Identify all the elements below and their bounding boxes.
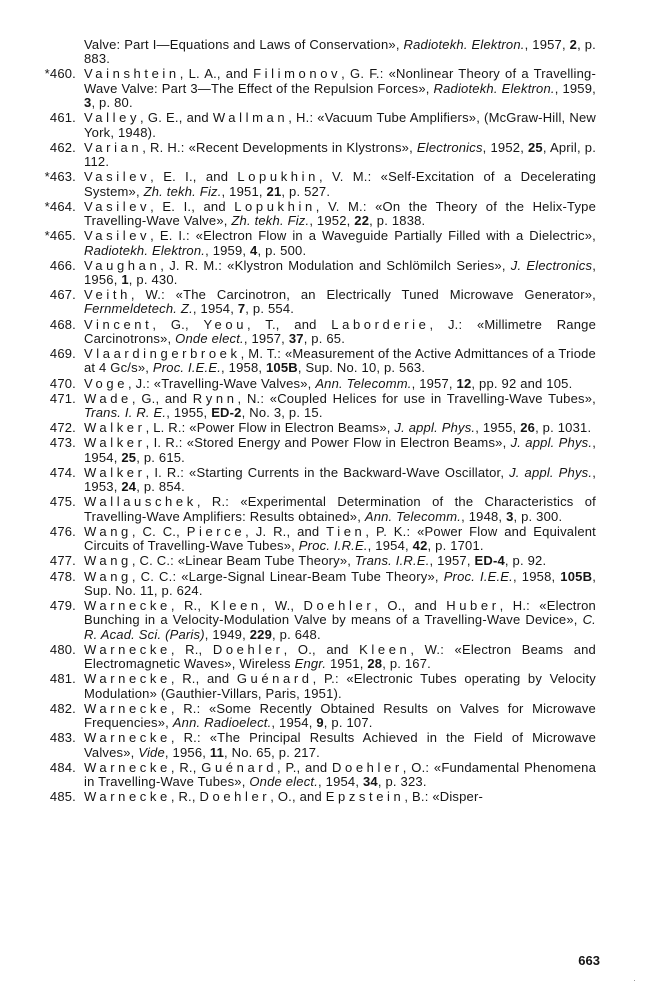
reference-author: Pierce	[186, 523, 246, 539]
reference-entry	[0, 495, 647, 524]
reference-author: Guénard	[201, 759, 278, 775]
reference-author: Yeou	[203, 316, 248, 332]
reference-number: 470.	[49, 375, 76, 391]
reference-volume: 3	[84, 95, 92, 111]
reference-author: Vasilev	[84, 169, 151, 185]
reference-journal: Ann. Telecomm.	[364, 508, 462, 524]
reference-author: Wang	[84, 568, 132, 584]
reference-text-run: , p. 107.	[323, 715, 373, 731]
reference-text-run: , p. 648.	[272, 626, 321, 642]
reference-volume: 12	[456, 375, 472, 391]
reference-entry	[0, 554, 647, 568]
reference-author: Vasilev	[84, 198, 151, 214]
reference-journal: Engr.	[294, 656, 327, 672]
reference-author: Vlaardingerbroek	[84, 346, 241, 362]
reference-text	[84, 554, 596, 568]
reference-volume: 21	[266, 183, 282, 199]
reference-text-run: , L. R.: «Power Flow in Electron Beams»,	[145, 420, 395, 436]
reference-text-run: , G., and	[131, 390, 193, 406]
reference-entry	[0, 259, 647, 288]
reference-text-run: , R.: «The Principal Results Achieved in the Field of Microwave Valves»,	[84, 730, 596, 760]
reference-entry	[0, 570, 647, 599]
reference-number: 483.	[49, 730, 76, 746]
reference-text-run: , 1957,	[243, 330, 289, 346]
reference-number: 467.	[49, 287, 76, 303]
reference-text	[84, 570, 596, 599]
reference-text-run: , L. A., and	[179, 66, 254, 82]
reference-number: 468.	[49, 316, 76, 332]
reference-text-run: , O., and	[374, 598, 447, 614]
reference-text-run: , Sup. No. 11, p. 624.	[84, 568, 596, 598]
reference-text-run: , 1956,	[164, 744, 210, 760]
reference-number: 475.	[49, 494, 76, 510]
reference-entry	[0, 318, 647, 347]
reference-author: Huber	[446, 598, 500, 614]
reference-text-run: , p. 1838.	[369, 213, 426, 229]
reference-text-run: , G. E., and	[140, 110, 213, 126]
reference-entry	[0, 672, 647, 701]
reference-text-run: , 1955,	[166, 405, 212, 421]
reference-number: *460.	[44, 66, 76, 82]
reference-text-run: , N.: «Coupled Helices for use in Travelling-Wave Tubes»,	[237, 390, 596, 406]
reference-text-run: , R.: «Some Recently Obtained Results on Valves for Microwave Frequencies»,	[84, 700, 596, 731]
reference-text-run: , B.: «Disper-	[404, 789, 484, 805]
reference-text-run: , 1954,	[367, 538, 413, 554]
reference-text	[84, 599, 596, 642]
reference-journal: Radiotekh. Elektron.	[84, 242, 206, 258]
reference-entry	[0, 288, 647, 317]
reference-text-run: , 1952,	[482, 139, 528, 155]
reference-entry	[0, 761, 647, 790]
reference-number: *464.	[44, 198, 76, 214]
reference-text-run: , p. 65.	[303, 330, 346, 346]
reference-text-run: , R.,	[170, 789, 200, 805]
reference-text	[84, 200, 596, 229]
reference-text	[84, 421, 596, 435]
reference-number: 481.	[49, 671, 76, 687]
reference-volume: 2	[569, 37, 578, 52]
reference-author: Guénard	[236, 671, 313, 687]
reference-text-run: , 1954,	[271, 715, 317, 731]
reference-text	[84, 790, 596, 804]
reference-author: Varian	[84, 139, 143, 155]
reference-text	[84, 377, 596, 391]
reference-text-run: , p. 615.	[136, 449, 185, 465]
reference-text	[84, 392, 596, 421]
reference-volume: 22	[354, 213, 370, 229]
reference-number: *465.	[44, 228, 76, 244]
reference-volume: 7	[237, 301, 246, 317]
reference-author: Doehler	[332, 759, 403, 775]
reference-author: Veith	[84, 287, 131, 303]
reference-text-run: , W.: «The Carcinotron, an Electrically Tuned Microwave Generator»,	[130, 287, 596, 303]
reference-text-run: , T., and	[247, 316, 332, 332]
reference-author: Kleen	[210, 598, 262, 614]
reference-text-run: , P., and	[277, 759, 333, 775]
reference-entry	[0, 377, 647, 391]
reference-journal: Ann. Radioelect.	[172, 715, 272, 731]
reference-text-run: , O., and	[283, 641, 360, 657]
reference-journal: Zh. tekh. Fiz.	[231, 213, 310, 229]
reference-text	[84, 643, 596, 672]
reference-entry	[0, 347, 647, 376]
reference-number: 471.	[49, 390, 76, 406]
reference-text	[84, 466, 596, 495]
reference-author: Vasilev	[84, 228, 151, 244]
reference-entry	[0, 731, 647, 760]
reference-text-run: , p. 1031.	[535, 420, 592, 436]
reference-volume: 25	[528, 139, 543, 155]
reference-text-run: , R.,	[170, 598, 211, 614]
reference-journal: Radiotekh. Elektron.	[403, 37, 525, 52]
reference-author: Walker	[84, 435, 146, 451]
reference-journal: J. Electronics	[510, 257, 593, 273]
reference-volume: ED-2	[211, 405, 242, 421]
reference-text-run: , p. 80.	[91, 95, 133, 111]
reference-number: 479.	[49, 598, 76, 614]
reference-text-run: , R.,	[170, 641, 213, 657]
reference-number: 476.	[49, 523, 76, 539]
reference-author: Wang	[84, 553, 132, 569]
reference-author: Wallman	[212, 110, 289, 126]
reference-journal: Electronics	[416, 139, 483, 155]
reference-text-run: , p. 527.	[281, 183, 331, 199]
reference-entry	[0, 141, 647, 170]
reference-text	[84, 731, 596, 760]
reference-entry	[0, 229, 647, 258]
reference-entry	[0, 436, 647, 465]
reference-journal: Ann. Telecomm.	[315, 375, 412, 391]
reference-text-run: , 1958,	[513, 568, 561, 584]
reference-volume: 24	[121, 479, 137, 495]
reference-entry	[0, 525, 647, 554]
reference-volume: ED-4	[474, 553, 505, 569]
reference-text-run: , J.: «Travelling-Wave Valves»,	[128, 375, 316, 391]
reference-journal: J. appl. Phys.	[394, 420, 476, 436]
reference-text-run: , p. 1701.	[427, 538, 484, 554]
reference-author: Warnecke	[84, 789, 171, 805]
reference-volume: 34	[362, 774, 378, 790]
reference-number: 482.	[49, 700, 76, 716]
reference-number: 478.	[49, 568, 76, 584]
reference-text	[84, 170, 596, 199]
reference-text-run: , 1952,	[309, 213, 355, 229]
reference-text-run: , p. 323.	[377, 774, 427, 790]
reference-volume: 26	[520, 420, 536, 436]
reference-journal: C. R. Acad. Sci. (Paris)	[84, 612, 596, 642]
reference-text-run: , C. C.,	[131, 523, 187, 539]
reference-text	[84, 525, 596, 554]
reference-number: 462.	[49, 139, 76, 155]
reference-text-run: , No. 3, p. 15.	[241, 405, 323, 421]
print-mark: ·	[633, 975, 636, 985]
reference-text-run: , p. 854.	[136, 479, 185, 495]
reference-entry	[0, 702, 647, 731]
reference-author: Doehler	[303, 598, 375, 614]
reference-text	[84, 288, 596, 317]
reference-author: Lopukhin	[234, 198, 316, 214]
reference-text-run: , 1959,	[554, 80, 596, 96]
reference-author: Doehler	[212, 641, 284, 657]
reference-text-run: , pp. 92 and 105.	[471, 375, 573, 391]
reference-text-run: , 1954,	[318, 774, 363, 790]
reference-text-run: , I. R.: «Starting Currents in the Backward-Wave Oscillator,	[145, 464, 510, 480]
reference-text	[84, 495, 596, 524]
reference-journal: Onde elect.	[249, 774, 319, 790]
reference-author: Vincent	[84, 316, 153, 332]
reference-number: 485.	[49, 789, 76, 805]
reference-text-run: , R. H.: «Recent Developments in Klystrons»,	[142, 139, 417, 155]
reference-entry	[0, 170, 647, 199]
reference-text-run: , p. 500.	[257, 242, 307, 258]
reference-text-run: , C. C.: «Linear Beam Tube Theory»,	[131, 553, 355, 569]
reference-text-run: , 1957,	[524, 37, 570, 52]
reference-journal: Proc. I.E.E.	[443, 568, 513, 584]
reference-text-run: , 1954,	[84, 435, 596, 465]
reference-text-run: , V. M.: «On the Theory of the Helix-Type Travelling-Wave Valve»,	[84, 198, 597, 229]
reference-text-run: , 1957,	[411, 375, 457, 391]
reference-volume: 105B	[266, 360, 298, 376]
reference-text-run: , 1953,	[84, 464, 596, 495]
reference-text-run: , I. R.: «Stored Energy and Power Flow in Electron Beams»,	[145, 435, 511, 451]
reference-text	[84, 259, 596, 288]
reference-text	[84, 761, 596, 790]
reference-number: 480.	[49, 641, 76, 657]
reference-text	[84, 111, 596, 140]
reference-entry	[0, 111, 647, 140]
reference-text	[84, 229, 596, 258]
reference-text-run: , P. K.: «Power Flow and Equivalent Circuits of Travelling-Wave Tubes»,	[84, 523, 596, 554]
reference-journal: Onde elect.	[175, 330, 244, 346]
reference-author: Wang	[84, 523, 132, 539]
reference-text	[84, 38, 596, 67]
reference-author: Wallauschek	[84, 494, 197, 510]
reference-number: 472.	[49, 420, 76, 436]
reference-journal: Proc. I.E.E.	[152, 360, 222, 376]
reference-text-run: , 1957,	[429, 553, 475, 569]
reference-entry	[0, 200, 647, 229]
reference-volume: 3	[506, 508, 514, 524]
page-number: 663	[578, 953, 600, 968]
reference-journal: J. appl. Phys.	[509, 464, 593, 480]
reference-number: 474.	[49, 464, 76, 480]
reference-author: Vainshtein	[84, 66, 180, 82]
reference-text-run: , G.,	[152, 316, 204, 332]
reference-text-run: , C. C.: «Large-Signal Linear-Beam Tube Theory»,	[131, 568, 444, 584]
reference-journal: Fernmeldetech. Z.	[84, 301, 193, 317]
reference-text-run: , H.: «Vacuum Tube Amplifiers», (McGraw-Hill, New York, 1948).	[84, 110, 596, 140]
reference-volume: 9	[316, 715, 324, 731]
reference-number: *463.	[44, 169, 76, 185]
reference-text-run: , R.,	[170, 759, 202, 775]
reference-volume: 105B	[560, 568, 593, 584]
reference-volume: 37	[288, 330, 304, 346]
reference-author: Warnecke	[84, 730, 171, 746]
reference-text-run: , 1958,	[221, 360, 266, 376]
reference-volume: 25	[121, 449, 137, 465]
reference-entry	[0, 38, 647, 67]
reference-text-run: , p. 883.	[84, 37, 596, 67]
reference-number: 484.	[49, 759, 76, 775]
reference-text-run: , Sup. No. 10, p. 563.	[297, 360, 426, 376]
reference-volume: 11	[209, 744, 225, 760]
reference-text-run: , 1948,	[461, 508, 507, 524]
reference-entry	[0, 643, 647, 672]
reference-text-run: , J.: «Millimetre Range Carcinotrons»,	[84, 316, 596, 346]
reference-author: Warnecke	[84, 598, 171, 614]
reference-text-run: , W.,	[261, 598, 304, 614]
reference-journal: Trans. I.R.E.	[354, 553, 430, 569]
reference-journal: Zh. tekh. Fiz.	[143, 183, 222, 199]
reference-author: Tien	[326, 523, 366, 539]
reference-author: Rynn	[192, 390, 238, 406]
reference-text-run: , E. I., and	[150, 198, 235, 214]
reference-author: Wade	[84, 390, 132, 406]
reference-author: Kleen	[359, 641, 411, 657]
reference-author: Doehler	[199, 789, 271, 805]
reference-journal: Vide	[138, 744, 165, 760]
reference-text	[84, 318, 596, 347]
reference-text-run: , 1951,	[221, 183, 267, 199]
reference-volume: 28	[367, 656, 383, 672]
reference-text-run: , 1949,	[204, 626, 250, 642]
reference-list	[0, 38, 647, 805]
reference-entry	[0, 67, 647, 110]
reference-text-run: , O.: «Fundamental Phenomena in Travelling-Wave Tubes»,	[84, 759, 596, 790]
reference-author: Vaughan	[84, 257, 161, 273]
reference-number: 469.	[49, 346, 76, 362]
reference-volume: 1	[121, 271, 129, 287]
reference-text-run: , p. 554.	[245, 301, 295, 317]
reference-text-run: , J. R. M.: «Klystron Modulation and Schlömilch Series»,	[160, 257, 511, 273]
reference-text-run: , W.: «Electron Beams and Electromagnetic Waves», Wireless	[84, 641, 596, 672]
reference-text-run: 1951,	[326, 656, 368, 672]
reference-author: Filimonov	[253, 66, 342, 82]
reference-text	[84, 436, 596, 465]
reference-text-run: , 1959,	[205, 242, 251, 258]
reference-text	[84, 67, 596, 110]
reference-text-run: , No. 65, p. 217.	[224, 744, 320, 760]
reference-text-run: , p. 300.	[513, 508, 563, 524]
reference-text-run: , E. I., and	[150, 169, 238, 185]
reference-volume: 42	[412, 538, 428, 554]
reference-text-run: , p. 92.	[504, 553, 547, 569]
reference-entry	[0, 790, 647, 804]
reference-number: 477.	[49, 553, 76, 569]
reference-entry	[0, 392, 647, 421]
reference-author: Warnecke	[84, 641, 171, 657]
reference-text-run: , 1955,	[475, 420, 521, 436]
reference-author: Warnecke	[84, 759, 171, 775]
reference-author: Epzstein	[325, 789, 405, 805]
reference-journal: Radiotekh. Elektron.	[433, 80, 555, 96]
reference-text-run: , J. R., and	[245, 523, 327, 539]
reference-text-run: Valve: Part I—Equations and Laws of Conservation»,	[84, 37, 404, 52]
reference-text-run: , R., and	[170, 671, 237, 687]
reference-text-run: , M. T.: «Measurement of the Active Admittances of a Triode at 4 Gc/s»,	[84, 346, 596, 376]
reference-volume: 4	[250, 242, 258, 258]
reference-text	[84, 672, 596, 701]
reference-number: 473.	[49, 435, 76, 451]
reference-entry	[0, 421, 647, 435]
reference-text	[84, 702, 596, 731]
reference-author: Valley	[84, 110, 141, 126]
reference-volume: 229	[249, 626, 273, 642]
reference-text-run: , R.: «Experimental Determination of the Characteristics of Travelling-Wave Amplifiers: Results obtained»,	[84, 494, 596, 524]
reference-text-run: , 1956,	[84, 257, 596, 287]
reference-text	[84, 347, 596, 376]
reference-journal: Proc. I.R.E.	[298, 538, 368, 554]
reference-text-run: , April, p. 112.	[84, 139, 597, 170]
reference-journal: J. appl. Phys.	[510, 435, 593, 451]
reference-text-run: , G. F.: «Nonlinear Theory of a Travelling-Wave Valve: Part 3—The Effect of the Repulsion Forces»,	[84, 66, 596, 96]
reference-text-run: , V. M.: «Self-Excitation of a Decelerating System»,	[84, 169, 597, 199]
reference-text-run: , O., and	[270, 789, 326, 805]
reference-text-run: , p. 167.	[382, 656, 431, 672]
reference-author: Walker	[84, 420, 146, 436]
reference-text-run: , 1954,	[192, 301, 238, 317]
reference-text-run: , E. I.: «Electron Flow in a Waveguide Partially Filled with a Dielectric»,	[150, 228, 596, 244]
reference-text	[84, 141, 596, 170]
reference-author: Lopukhin	[237, 169, 319, 185]
reference-author: Warnecke	[84, 671, 171, 687]
reference-text-run: , p. 430.	[128, 271, 178, 287]
reference-author: Voge	[84, 375, 129, 391]
reference-entry	[0, 599, 647, 642]
reference-number: 461.	[49, 110, 76, 126]
reference-text-run: , H.: «Electron Bunching in a Velocity-Modulation Valve by means of a Travelling-Wave Device»,	[84, 598, 596, 628]
reference-author: Laborderie	[331, 316, 430, 332]
reference-author: Walker	[84, 464, 146, 480]
reference-entry	[0, 466, 647, 495]
reference-number: 466.	[49, 257, 76, 273]
reference-journal: Trans. I. R. E.	[84, 405, 167, 421]
reference-text-run: , P.: «Electronic Tubes operating by Velocity Modulation» (Gauthier-Villars, Paris, 1951).	[84, 671, 597, 701]
reference-author: Warnecke	[84, 700, 171, 716]
